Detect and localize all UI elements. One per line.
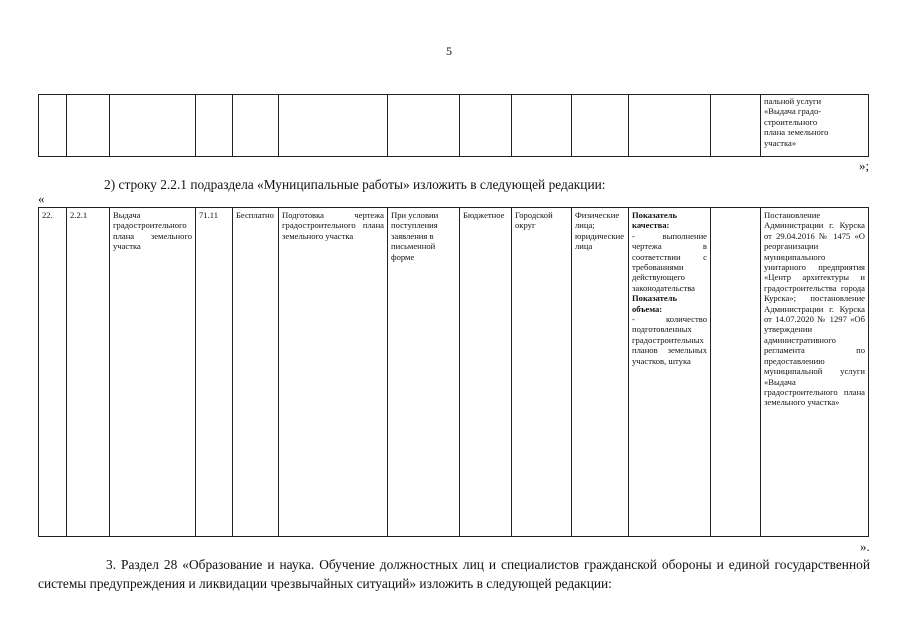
- indicator-volume-title: Показатель объема:: [632, 293, 678, 314]
- cell-legal-basis: Постановление Администрации г. Курска от 29.04.2016 № 1475 «О реорганизации муниципального унитарного предприятия «Центр архитектуры и градостроительства города Курска»; постановление Администрации г. Курска от 14.07.2020 № 1297 «Об утверждении административного регламента по предоставлению муниципальной услуги «Выдача градостроительного плана земельного участка»: [761, 208, 869, 537]
- legal-basis-tail-line: участка»: [764, 137, 797, 148]
- legal-basis-tail-line: строительного: [764, 116, 818, 127]
- table-cell: [629, 95, 711, 157]
- table-row: [39, 208, 869, 537]
- indicator-quality-text: выполнение чертежа в соответствии с требованиями действующего законодательства: [632, 230, 707, 293]
- cell-number: 22.: [39, 208, 67, 537]
- indicator-volume-text: количество подготовленных градостроительных планов земельных участков, штука: [632, 314, 707, 366]
- table-cell: [460, 95, 512, 157]
- table-cell: [711, 95, 761, 157]
- indicator-quality-title: Показатель качества:: [632, 210, 678, 231]
- dash: -: [632, 314, 635, 325]
- cell-conditions: При условии поступления заявления в письменной форме: [388, 208, 460, 537]
- table-cell: [572, 95, 629, 157]
- cell-territory: Городской округ: [512, 208, 572, 537]
- legal-basis-tail-line: плана земельного: [764, 127, 829, 138]
- legal-basis-tail-cell: [761, 95, 869, 157]
- legal-basis-tail-line: пальной услуги: [764, 96, 822, 106]
- table-cell: [110, 95, 196, 157]
- cell-institution-type: Бюджетное: [460, 208, 512, 537]
- opening-quote: «: [38, 191, 45, 206]
- table-cell: [39, 95, 67, 157]
- closing-quote: ».: [860, 539, 870, 554]
- table-cell: [67, 95, 110, 157]
- cell-okved: 71.11: [196, 208, 233, 537]
- cell-payment: Бесплатно: [233, 208, 279, 537]
- paragraph-2: 2) строку 2.2.1 подраздела «Муниципальные работы» изложить в следующей редакции:: [104, 177, 606, 192]
- table-cell: [196, 95, 233, 157]
- table-row-2-2-1: [38, 207, 869, 537]
- table-cell: [512, 95, 572, 157]
- page-number: 5: [446, 44, 452, 58]
- cell-content: Подготовка чертежа градостроительного плана земельного участка: [279, 208, 388, 537]
- table-continuation: [38, 94, 869, 157]
- legal-basis-tail-line: «Выдача градо-: [764, 106, 822, 117]
- table-row: [39, 95, 869, 157]
- table-cell: [279, 95, 388, 157]
- cell-code: 2.2.1: [67, 208, 110, 537]
- cell-empty: [711, 208, 761, 537]
- cell-consumers: Физические лица; юридические лица: [572, 208, 629, 537]
- dash: -: [632, 230, 635, 241]
- closing-quote: »;: [859, 158, 870, 173]
- paragraph-3: 3. Раздел 28 «Образование и наука. Обучение должностных лиц и специалистов гражданской обороны и единой государственной системы предупреждения и ликвидации чрезвычайных ситуаций» изложить в следующей редакции:: [38, 557, 870, 591]
- table-cell: [233, 95, 279, 157]
- cell-name: Выдача градостроительного плана земельного участка: [110, 208, 196, 537]
- cell-indicators: [629, 208, 711, 537]
- table-cell: [388, 95, 460, 157]
